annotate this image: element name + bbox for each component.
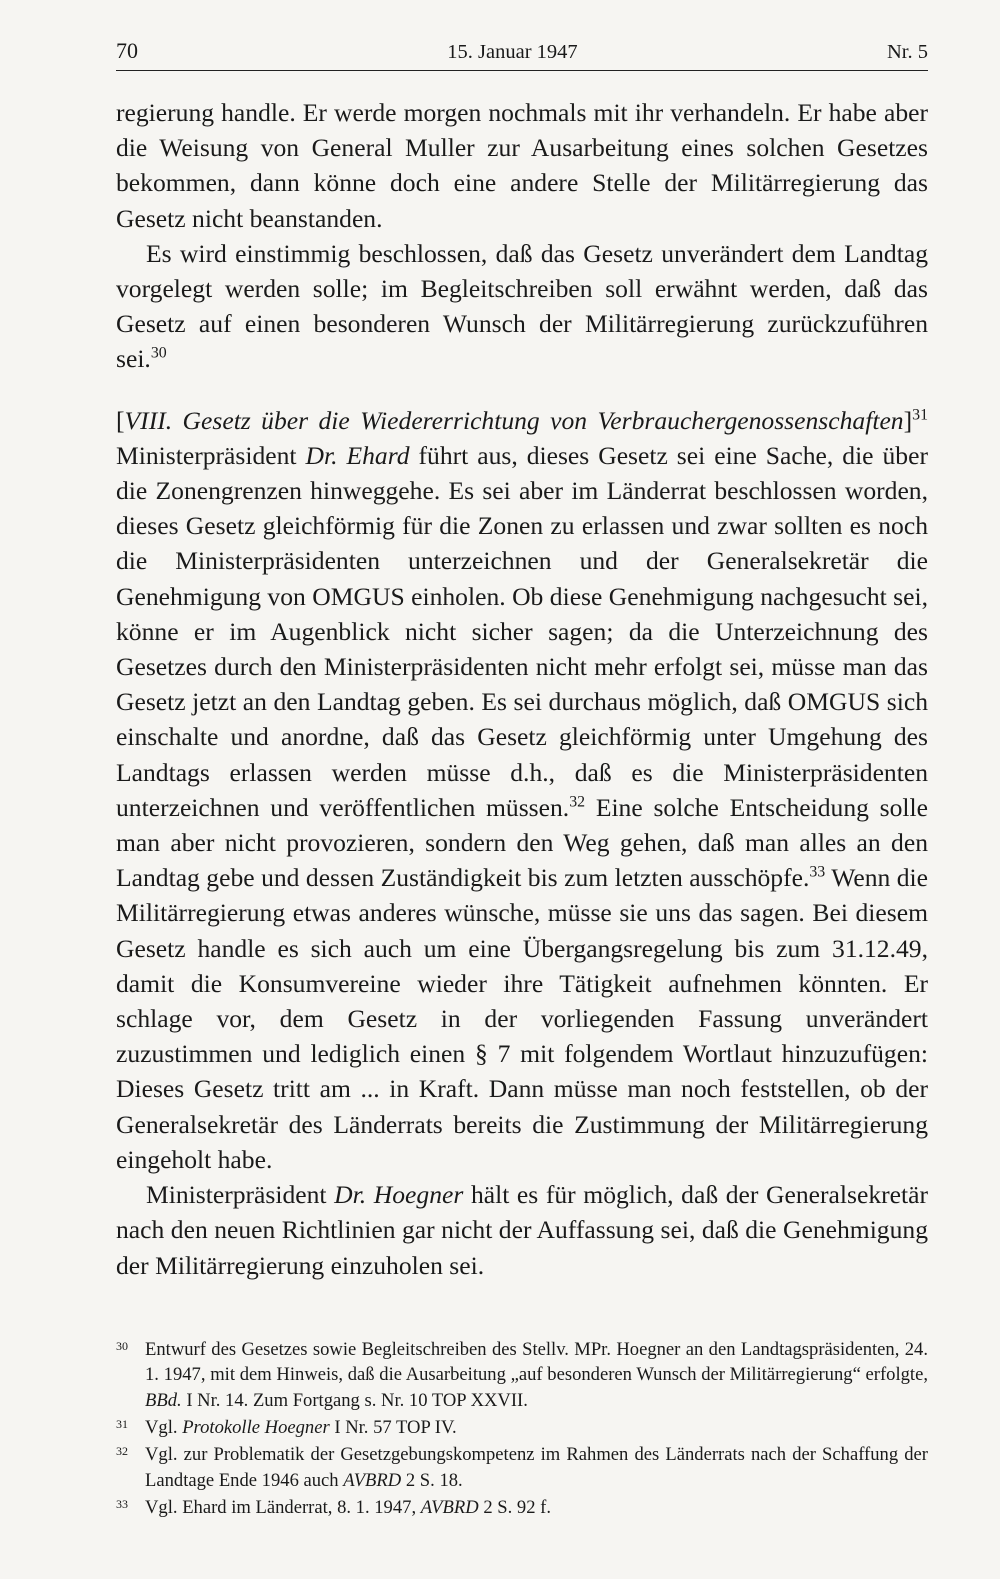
footnote-text-a: Vgl. [145,1416,178,1438]
heading-text: VIII. Gesetz über die Wiedererrichtung von Verbrauchergenossenschaften [124,405,904,435]
footnote-source: BBd. [145,1389,182,1411]
footnote-number: 30 [116,1338,128,1353]
paragraph-4-lead: Ministerpräsident [146,1180,327,1210]
paragraph-1 [116,95,928,236]
paragraph-3-text-c: Wenn die Militärregierung etwas anderes wünsche, müsse sie uns das sagen. Bei diesem Gesetz handle es sich auch um eine Übergangsregelung bis zum 31.12.49, damit die Konsumvereine wieder ihre Tätigkeit aufnehmen könnten. Er schlage vor, dem Gesetz in der vorliegenden Fassung unverändert zuzustimmen und lediglich einen § 7 mit folgendem Wortlaut hinzuzufügen: Dieses Gesetz tritt am ... in Kraft. Dann müsse man noch feststellen, ob der Generalsekretär des Länderrats bereits die Zustimmung der Militärregierung eingeholt habe. [116,863,929,1174]
footnote-text [145,1442,928,1493]
footnote-33 [116,1495,928,1520]
footnote-source: AVBRD [420,1497,479,1519]
paragraph-4 [116,1177,928,1283]
footnote-ref-32: 32 [569,793,586,811]
page-number: 70 [116,38,138,63]
paragraph-4-text: hält es für möglich, daß der Generalsekretär nach den neuen Richtlinien gar nicht der Auffassung sei, daß die Genehmigung der Militärregierung einzuholen sei. [116,1180,928,1280]
footnote-number: 33 [116,1497,128,1512]
footnote-text [145,1337,928,1413]
footnotes [116,1337,928,1521]
paragraph-3-text-b: Eine solche Entscheidung solle man aber nicht provozieren, sondern den Weg gehen, daß man alles an den Landtag gebe und dessen Zuständigkeit bis zum letzten ausschöpfe. [116,792,928,893]
footnote-30 [116,1337,928,1413]
body-text [116,95,928,1283]
footnote-32 [116,1442,928,1493]
footnote-text [145,1495,928,1520]
footnote-ref-33: 33 [809,863,826,881]
paragraph-1-text: regierung handle. Er werde morgen nochmals mit ihr verhandeln. Er habe aber die Weisung von General Muller zur Ausarbeitung eines solchen Gesetzes bekommen, dann könne doch eine andere Stelle der Militärregierung das Gesetz nicht beanstanden. [116,98,928,233]
footnote-text-a: Entwurf des Gesetzes sowie Begleitschreiben des Stellv. MPr. Hoegner an den Landtagspräsidenten, 24. 1. 1947, mit dem Hinweis, daß die Ausarbeitung „auf besonderen Wunsch der Militärregierung“ erfolgte, [145,1338,928,1386]
running-header [116,38,928,71]
footnote-ref-31: 31 [912,406,928,424]
footnote-source: AVBRD [343,1469,402,1491]
footnote-number: 31 [116,1416,128,1431]
paragraph-3-text-a: führt aus, dieses Gesetz sei eine Sache, die über die Zonengrenzen hinweggehe. Es sei aber im Länderrat beschlossen worden, dieses Gesetz gleichförmig für die Zonen zu erlassen und zwar sollten es noch die Ministerpräsidenten unterzeichnen und der Generalsekretär die Genehmigung von OMGUS einholen. Ob diese Genehmigung nachgesucht sei, könne er im Augenblick nicht sicher sagen; da die Unterzeichnung des Gesetzes durch den Ministerpräsidenten nicht mehr erfolgt sei, müsse man das Gesetz jetzt an den Landtag geben. Es sei durchaus möglich, daß OMGUS sich einschalte und anordne, daß das Gesetz gleichförmig unter Umgehung des Landtags erlassen werden müsse d.h., daß es die Ministerpräsidenten unterzeichnen und veröffentlichen müssen. [116,440,928,822]
speaker-name: Dr. Hoegner [334,1180,464,1210]
header-issue: Nr. 5 [886,41,928,63]
footnote-text-b: 2 S. 92 f. [483,1497,552,1519]
footnote-text-a: Vgl. Ehard im Länderrat, 8. 1. 1947, [145,1497,417,1519]
speaker-name: Dr. Ehard [305,440,410,470]
paragraph-3-lead: Ministerpräsident [116,440,297,470]
footnote-text-b: I Nr. 14. Zum Fortgang s. Nr. 10 TOP XXVII. [186,1389,528,1411]
footnote-source: Protokolle Hoegner [182,1416,330,1438]
footnote-text-b: I Nr. 57 TOP IV. [334,1416,457,1438]
footnote-ref-30: 30 [150,344,167,362]
heading-bracket-close: ] [903,405,913,435]
paragraph-2 [116,236,928,377]
footnote-text-a: Vgl. zur Problematik der Gesetzgebungskompetenz im Rahmen des Länderrats nach der Schaffung der Landtage Ende 1946 auch [145,1444,928,1491]
footnote-number: 32 [116,1444,128,1459]
footnote-text-b: 2 S. 18. [405,1469,463,1491]
footnote-31 [116,1415,928,1440]
section-heading [116,403,928,1177]
heading-bracket-open: [ [116,405,125,435]
page [116,38,928,1523]
paragraph-2-text: Es wird einstimmig beschlossen, daß das Gesetz unverändert dem Landtag vorgelegt werden solle; im Begleitschreiben soll erwähnt werden, daß das Gesetz auf einen besonderen Wunsch der Militärregierung zurückzuführen sei. [116,238,928,374]
footnote-text [145,1415,928,1440]
header-date: 15. Januar 1947 [447,41,578,63]
